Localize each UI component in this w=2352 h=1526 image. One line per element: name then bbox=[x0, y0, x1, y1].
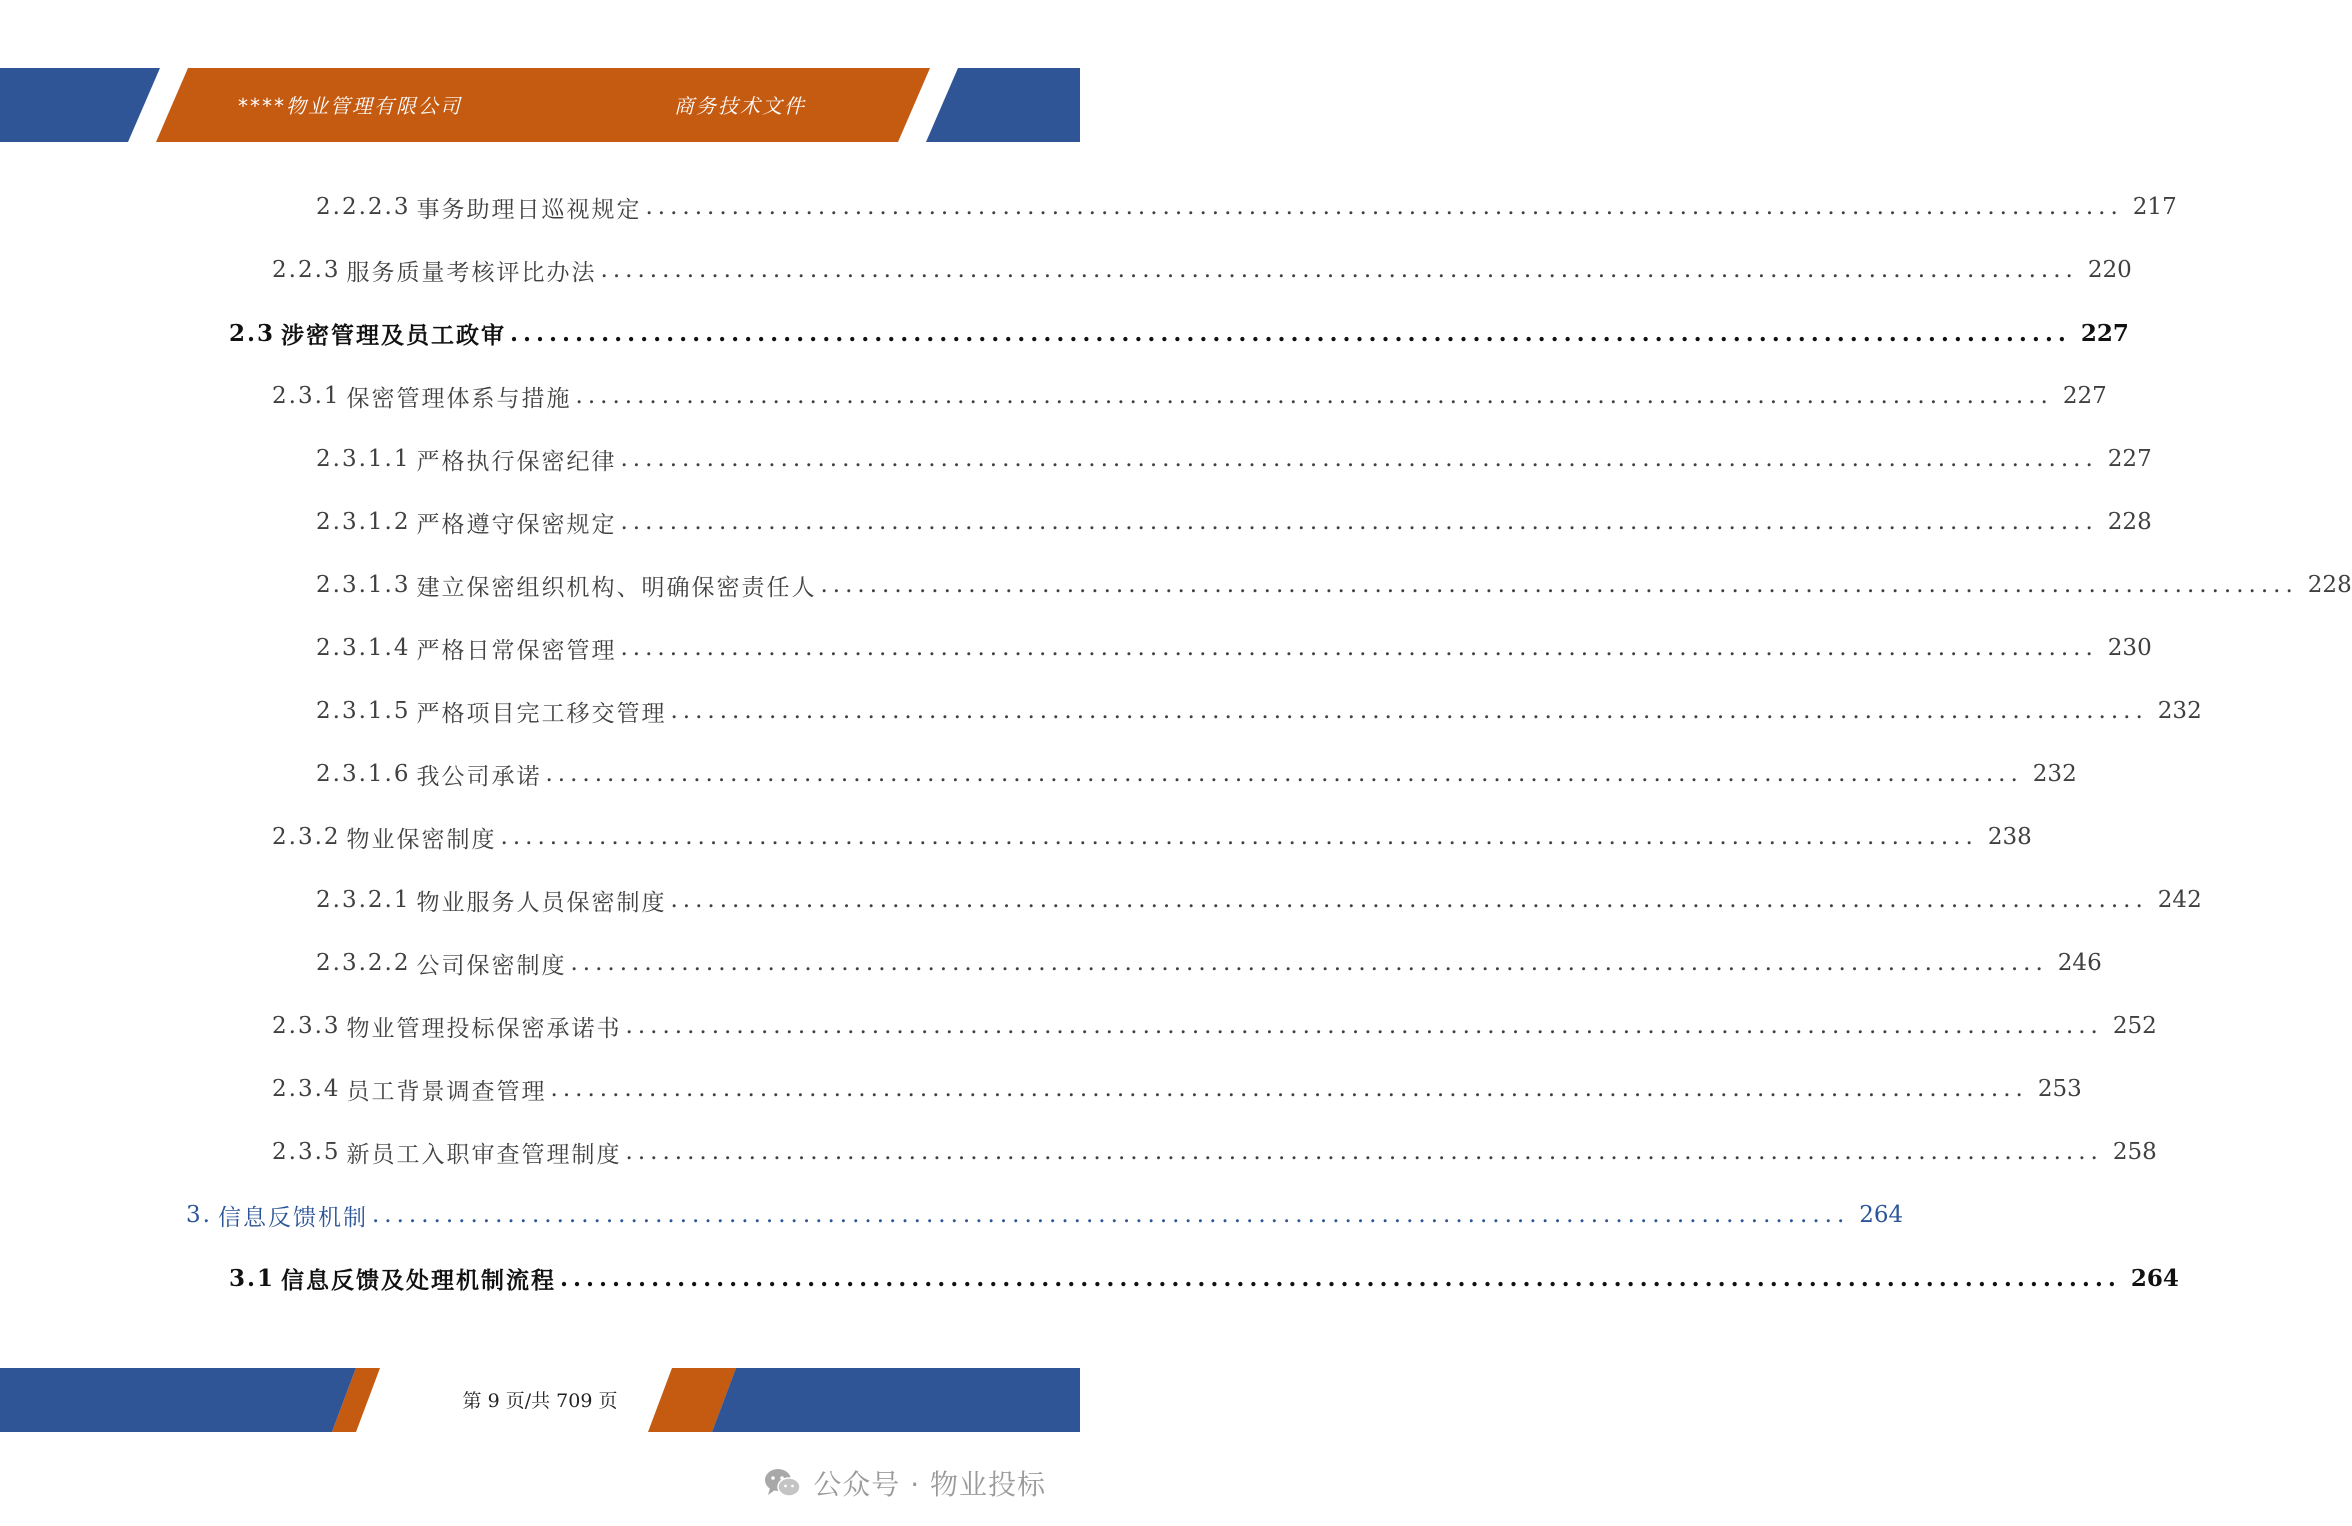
toc-entry-page: 227 bbox=[2107, 446, 2152, 472]
toc-entry-number: 2.2.2.3 bbox=[316, 194, 411, 220]
toc-entry-title: 我公司承诺 bbox=[416, 763, 542, 790]
toc-entry-number: 2.3.1.1 bbox=[316, 446, 411, 472]
toc-entry[interactable] bbox=[316, 439, 2152, 479]
watermark-text: 公众号 · 物业投标 bbox=[813, 1468, 1046, 1501]
toc-leader-dots: ........................................................................................................................ bbox=[570, 950, 2048, 976]
page-indicator bbox=[0, 1386, 1080, 1413]
toc-entry-title: 保密管理体系与措施 bbox=[346, 385, 572, 412]
toc-entry-number: 2.3.1.3 bbox=[316, 572, 411, 598]
toc-entry-number: 2.3.3 bbox=[272, 1013, 341, 1039]
toc-entry-title: 物业保密制度 bbox=[346, 826, 497, 853]
toc-entry[interactable] bbox=[229, 1258, 2179, 1298]
toc-entry[interactable] bbox=[316, 691, 2202, 731]
toc-entry-number: 2.2.3 bbox=[272, 257, 341, 283]
toc-entry-page: 246 bbox=[2057, 950, 2102, 976]
toc-entry[interactable] bbox=[272, 250, 2132, 290]
pager-current-page: 9 bbox=[487, 1390, 500, 1412]
toc-entry-number: 2.3.1.2 bbox=[316, 509, 411, 535]
toc-entry-number: 2.3.1.5 bbox=[316, 698, 411, 724]
toc-entry-page: 232 bbox=[2032, 761, 2077, 787]
toc-leader-dots: ........................................................................................................................ bbox=[545, 761, 2023, 787]
watermark bbox=[763, 1460, 1046, 1506]
toc-entry-number: 2.3.1 bbox=[272, 383, 341, 409]
header-company-name: ****物业管理有限公司 bbox=[238, 94, 462, 118]
toc-entry-title: 涉密管理及员工政审 bbox=[281, 321, 507, 349]
toc-entry-title: 严格项目完工移交管理 bbox=[416, 700, 667, 727]
header-document-type: 商务技术文件 bbox=[674, 94, 806, 118]
toc-entry-title: 严格遵守保密规定 bbox=[416, 511, 617, 538]
toc-entry-page: 220 bbox=[2087, 257, 2132, 283]
toc-entry[interactable] bbox=[316, 754, 2077, 794]
pager-prefix: 第 bbox=[462, 1390, 482, 1412]
toc-leader-dots: ........................................................................................................................ bbox=[820, 572, 2298, 598]
toc-entry-number: 2.3.1.4 bbox=[316, 635, 411, 661]
toc-leader-dots: ........................................................................................................................ bbox=[575, 383, 2053, 409]
toc-leader-dots: ........................................................................................................................ bbox=[620, 635, 2098, 661]
toc-entry-number: 2.3.2 bbox=[272, 824, 341, 850]
toc-leader-dots: ........................................................................................................................ bbox=[670, 698, 2148, 724]
toc-entry-page: 242 bbox=[2157, 887, 2202, 913]
toc-entry-title: 建立保密组织机构、明确保密责任人 bbox=[416, 574, 817, 601]
toc-entry-page: 258 bbox=[2112, 1139, 2157, 1165]
toc-entry[interactable] bbox=[316, 880, 2202, 920]
toc-entry-number: 2.3.2.2 bbox=[316, 950, 411, 976]
toc-entry-page: 253 bbox=[2037, 1076, 2082, 1102]
toc-leader-dots: ........................................................................................................................ bbox=[625, 1139, 2103, 1165]
header-band bbox=[0, 68, 1080, 142]
toc-entry[interactable] bbox=[316, 628, 2152, 668]
toc-entry-title: 物业服务人员保密制度 bbox=[416, 889, 667, 916]
toc-entry-number: 3.1 bbox=[229, 1264, 276, 1292]
footer-band bbox=[0, 1368, 1080, 1432]
toc-entry-page: 230 bbox=[2107, 635, 2152, 661]
toc-entry-title: 物业管理投标保密承诺书 bbox=[346, 1015, 622, 1042]
toc-entry-title: 信息反馈及处理机制流程 bbox=[281, 1266, 557, 1294]
toc-entry[interactable] bbox=[272, 1006, 2157, 1046]
toc-leader-dots: ........................................................................................................................ bbox=[620, 509, 2098, 535]
toc-entry-number: 2.3.2.1 bbox=[316, 887, 411, 913]
toc-entry-number: 2.3.5 bbox=[272, 1139, 341, 1165]
toc-entry-number: 2.3 bbox=[229, 319, 276, 347]
toc-entry[interactable] bbox=[316, 502, 2152, 542]
toc-entry-title: 信息反馈机制 bbox=[217, 1204, 368, 1231]
pager-total-pages: 709 bbox=[556, 1390, 593, 1412]
pager-middle: 页/共 bbox=[505, 1390, 551, 1412]
toc-leader-dots: ........................................................................................................................ bbox=[510, 319, 2071, 347]
toc-leader-dots: ........................................................................................................................ bbox=[625, 1013, 2103, 1039]
toc-entry-title: 服务质量考核评比办法 bbox=[346, 259, 597, 286]
toc-entry[interactable] bbox=[316, 943, 2102, 983]
toc-entry-title: 新员工入职审查管理制度 bbox=[346, 1141, 622, 1168]
toc-leader-dots: ........................................................................................................................ bbox=[670, 887, 2148, 913]
toc-entry-page: 238 bbox=[1987, 824, 2032, 850]
header-shapes bbox=[0, 68, 1080, 142]
pager-suffix: 页 bbox=[598, 1390, 618, 1412]
wechat-icon bbox=[763, 1466, 803, 1500]
toc-entry-title: 严格执行保密纪律 bbox=[416, 448, 617, 475]
toc-entry[interactable] bbox=[186, 1195, 1904, 1235]
toc-entry[interactable] bbox=[272, 1069, 2082, 1109]
toc-entry-page: 232 bbox=[2157, 698, 2202, 724]
toc-leader-dots: ........................................................................................................................ bbox=[645, 194, 2123, 220]
toc-entry[interactable] bbox=[272, 376, 2107, 416]
toc-entry-page: 228 bbox=[2307, 572, 2352, 598]
toc-entry-page: 227 bbox=[2080, 319, 2129, 347]
toc-leader-dots: ........................................................................................................................ bbox=[500, 824, 1978, 850]
toc-leader-dots: ........................................................................................................................ bbox=[560, 1264, 2121, 1292]
toc-entry-page: 264 bbox=[2130, 1264, 2179, 1292]
toc-leader-dots: ........................................................................................................................ bbox=[620, 446, 2098, 472]
toc-entry[interactable] bbox=[229, 313, 2129, 353]
toc-leader-dots: ........................................................................................................................ bbox=[550, 1076, 2028, 1102]
toc-entry-page: 252 bbox=[2112, 1013, 2157, 1039]
toc-entry-page: 217 bbox=[2132, 194, 2177, 220]
toc-entry-number: 3. bbox=[186, 1202, 212, 1228]
toc-entry-title: 严格日常保密管理 bbox=[416, 637, 617, 664]
toc-entry[interactable] bbox=[316, 187, 2177, 227]
toc-leader-dots: ........................................................................................................................ bbox=[600, 257, 2078, 283]
toc-entry-number: 2.3.4 bbox=[272, 1076, 341, 1102]
toc-entry-page: 227 bbox=[2062, 383, 2107, 409]
toc-entry-page: 228 bbox=[2107, 509, 2152, 535]
toc-leader-dots: ........................................................................................................................ bbox=[371, 1202, 1850, 1228]
toc-entry-number: 2.3.1.6 bbox=[316, 761, 411, 787]
toc-entry[interactable] bbox=[272, 1132, 2157, 1172]
toc-entry[interactable] bbox=[316, 565, 2352, 605]
toc-entry-page: 264 bbox=[1859, 1202, 1904, 1228]
toc-entry-title: 事务助理日巡视规定 bbox=[416, 196, 642, 223]
toc-entry-title: 员工背景调查管理 bbox=[346, 1078, 547, 1105]
toc-entry[interactable] bbox=[272, 817, 2032, 857]
toc-entry-title: 公司保密制度 bbox=[416, 952, 567, 979]
